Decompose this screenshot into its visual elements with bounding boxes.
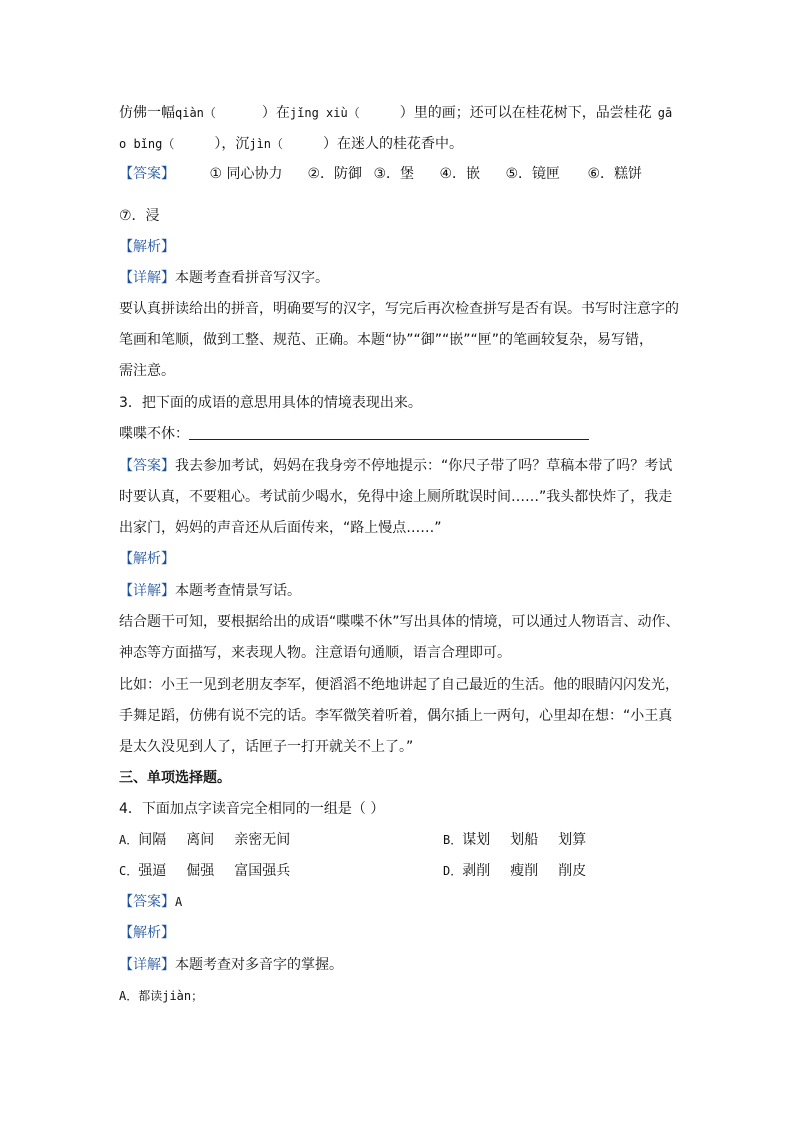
q4-detail bbox=[119, 955, 343, 975]
answer-tag: 【答案】 bbox=[119, 166, 175, 182]
option-label: D． bbox=[443, 864, 463, 878]
text: 仿佛一幅 bbox=[119, 105, 175, 121]
q2-line-2 bbox=[119, 134, 463, 154]
answer-blank-line bbox=[189, 439, 589, 440]
answer-value: A bbox=[175, 895, 183, 909]
option-word: 划船 bbox=[510, 832, 539, 848]
q3-answer-2: 时要认真，不要粗心。考试前少喝水，免得中途上厕所耽误时间……”我头都快炸了，我走 bbox=[119, 489, 673, 505]
answer-tag: 【答案】 bbox=[119, 894, 175, 910]
q2-answer-7: ⑦．浸 bbox=[119, 208, 160, 224]
q2-body-2: 笔画和笔顺，做到工整、规范、正确。本题“协”“御”“嵌”“匣”的笔画较复杂，易写错， bbox=[119, 332, 654, 348]
q2-answer-line bbox=[119, 164, 642, 184]
answer-item: ②．防御 bbox=[307, 166, 363, 182]
option-word: 划算 bbox=[558, 832, 587, 848]
option-a bbox=[119, 830, 290, 850]
detail-tag: 【详解】 bbox=[119, 957, 175, 973]
text: ）里的画；还可以在桂花树下，品尝桂花 bbox=[399, 105, 652, 121]
q3-prompt: 喋喋不休： bbox=[119, 426, 189, 442]
detail-text: 本题考查情景写话。 bbox=[175, 583, 301, 599]
option-d bbox=[443, 861, 586, 881]
q3-detail bbox=[119, 581, 301, 601]
q2-body-3: 需注意。 bbox=[119, 363, 175, 379]
q3-answer-3: 出家门，妈妈的声音还从后面传来，“路上慢点……” bbox=[119, 520, 442, 536]
q3-body-4: 手舞足蹈，仿佛有说不完的话。李军微笑着听着，偶尔插上一两句，心里却在想：“小王真 bbox=[119, 708, 673, 724]
answer-item: ④．嵌 bbox=[439, 166, 481, 182]
section-title: 三、单项选择题。 bbox=[119, 770, 231, 786]
detail-tag: 【详解】 bbox=[119, 583, 175, 599]
pinyin: gā bbox=[657, 106, 673, 120]
q3-body-3: 比如：小王一见到老朋友李军，便滔滔不绝地讲起了自己最近的生活。他的眼睛闪闪发光， bbox=[119, 677, 679, 693]
pinyin: jìn（ bbox=[249, 137, 284, 151]
text: ）在迷人的桂花香中。 bbox=[323, 136, 464, 152]
q3-title: 3．把下面的成语的意思用具体的情境表现出来。 bbox=[119, 395, 422, 411]
pinyin: jǐng xiù（ bbox=[289, 106, 360, 120]
option-label: A． bbox=[119, 833, 139, 847]
text: ），沉 bbox=[214, 136, 250, 152]
q4-title: 4．下面加点字读音完全相同的一组是（ ） bbox=[119, 801, 385, 817]
option-word: 富国强兵 bbox=[234, 863, 291, 879]
q4-analysis-tag: 【解析】 bbox=[119, 925, 175, 941]
option-word: 强逼 bbox=[138, 863, 167, 879]
q3-body-5: 是太久没见到人了，话匣子一打开就关不上了。” bbox=[119, 739, 414, 755]
q3-analysis-tag: 【解析】 bbox=[119, 551, 175, 567]
q2-line-1 bbox=[119, 103, 672, 123]
answer-item: ③．堡 bbox=[373, 166, 415, 182]
option-label: B． bbox=[443, 833, 463, 847]
q3-answer-1 bbox=[119, 456, 672, 476]
q4-last-line bbox=[119, 986, 203, 1006]
option-word: 倔强 bbox=[186, 863, 215, 879]
q2-body-1: 要认真拼读给出的拼音，明确要写的汉字，写完后再次检查拼写是否有误。书写时注意字的 bbox=[119, 301, 679, 317]
option-b bbox=[443, 830, 586, 850]
pinyin: jiàn； bbox=[162, 989, 204, 1003]
answer-text: 我去参加考试，妈妈在我身旁不停地提示：“你尺子带了吗？草稿本带了吗？考试 bbox=[175, 458, 673, 474]
option-word: 削皮 bbox=[558, 863, 587, 879]
detail-text: 本题考查看拼音写汉字。 bbox=[175, 270, 329, 286]
q3-body-1: 结合题干可知，要根据给出的成语“喋喋不休”写出具体的情境，可以通过人物语言、动作、 bbox=[119, 614, 680, 630]
pinyin: o bǐng（ bbox=[119, 137, 175, 151]
option-label: C． bbox=[119, 864, 139, 878]
answer-tag: 【答案】 bbox=[119, 458, 175, 474]
option-word: 离间 bbox=[186, 832, 215, 848]
option-word: 剥削 bbox=[462, 863, 491, 879]
text: A．都读 bbox=[119, 989, 163, 1003]
detail-tag: 【详解】 bbox=[119, 270, 175, 286]
q2-detail bbox=[119, 268, 329, 288]
answer-item: ⑥．糕饼 bbox=[587, 166, 643, 182]
option-word: 谋划 bbox=[462, 832, 491, 848]
q2-analysis-tag: 【解析】 bbox=[119, 239, 175, 255]
option-word: 瘦削 bbox=[510, 863, 539, 879]
q4-answer bbox=[119, 892, 182, 912]
option-word: 间隔 bbox=[138, 832, 167, 848]
answer-item: ① 同心协力 bbox=[209, 166, 283, 182]
option-c bbox=[119, 861, 290, 881]
q3-body-2: 神态等方面描写，来表现人物。注意语句通顺，语言合理即可。 bbox=[119, 645, 511, 661]
answer-item: ⑤．镜匣 bbox=[505, 166, 561, 182]
detail-text: 本题考查对多音字的掌握。 bbox=[175, 957, 343, 973]
pinyin: qiàn（ bbox=[175, 106, 216, 120]
option-word: 亲密无间 bbox=[234, 832, 291, 848]
text: ）在 bbox=[261, 105, 290, 121]
